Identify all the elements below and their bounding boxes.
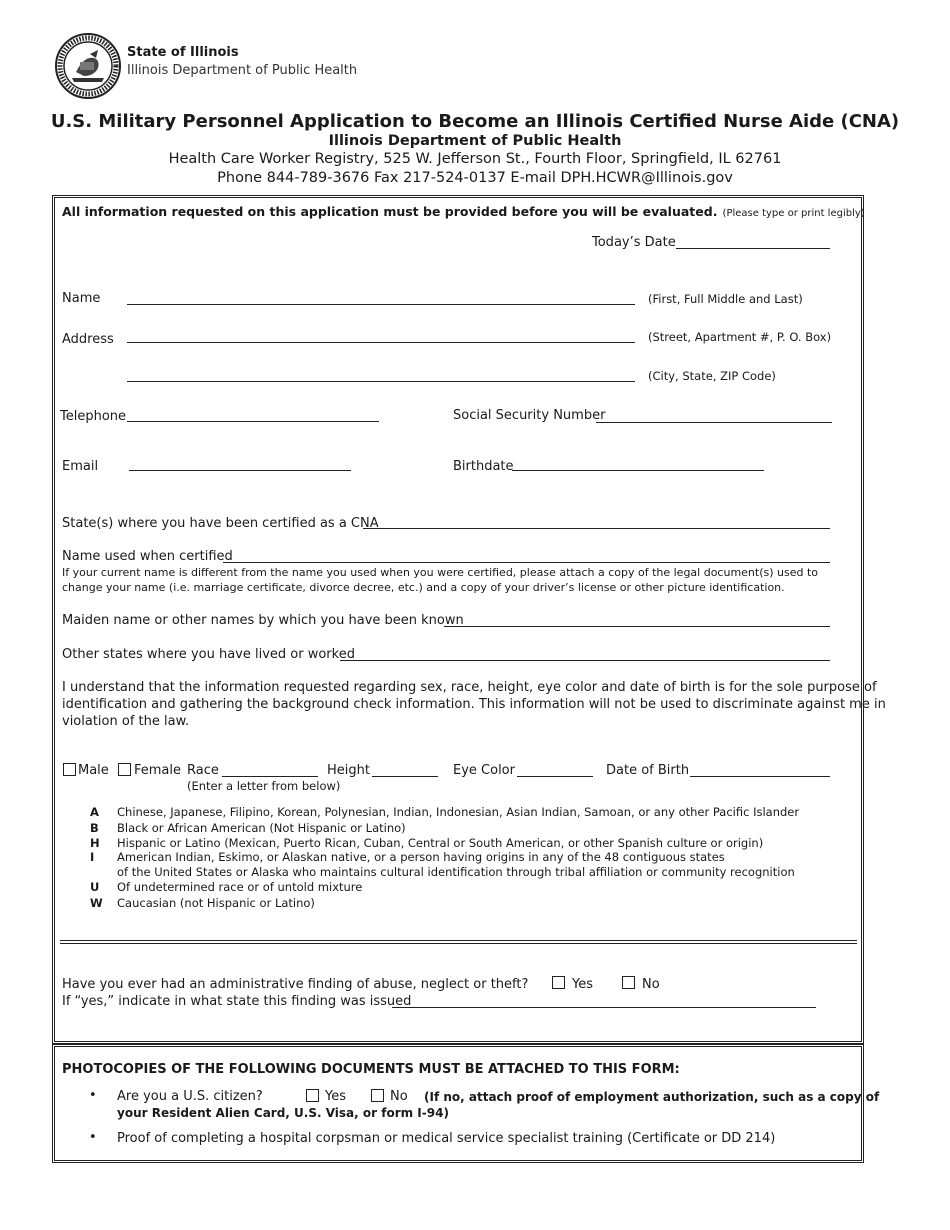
name-change-note-1: If your current name is different from the name you used when you were certified, please attach a copy of the legal document(s) used to <box>62 566 819 579</box>
female-label: Female <box>134 763 182 778</box>
race-code: W <box>90 896 103 910</box>
maiden-name-input[interactable] <box>444 626 830 627</box>
intro-text: All information requested on this application must be provided before you will be evaluated. (Please type or print legibly) <box>62 204 865 219</box>
dob-label: Date of Birth <box>606 763 690 778</box>
state-seal <box>54 32 122 100</box>
citizen-note-1: (If no, attach proof of employment authorization, such as a copy of <box>424 1090 880 1104</box>
ssn-input[interactable] <box>596 422 832 423</box>
abuse-yes-checkbox[interactable] <box>552 976 565 989</box>
other-states-input[interactable] <box>340 660 830 661</box>
abuse-no-checkbox[interactable] <box>622 976 635 989</box>
height-input[interactable] <box>372 776 438 777</box>
name-change-note-2: change your name (i.e. marriage certificate, divorce decree, etc.) and a copy of your driver’s license or other picture identification. <box>62 581 785 594</box>
seal-icon <box>54 32 122 100</box>
statement-line-3: violation of the law. <box>62 714 190 729</box>
states-certified-label: State(s) where you have been certified as a CNA <box>62 516 379 531</box>
race-desc: Hispanic or Latino (Mexican, Puerto Rican, Cuban, Central or South American, or other Spanish culture or origin) <box>117 836 764 850</box>
address-city-hint: (City, State, ZIP Code) <box>648 369 776 383</box>
eye-color-input[interactable] <box>517 776 593 777</box>
address-label: Address <box>62 332 114 347</box>
male-label: Male <box>78 763 109 778</box>
name-label: Name <box>62 291 101 306</box>
citizen-question: Are you a U.S. citizen? <box>117 1089 263 1104</box>
address-street-input[interactable] <box>127 342 635 343</box>
race-desc: Caucasian (not Hispanic or Latino) <box>117 896 315 910</box>
race-desc: Chinese, Japanese, Filipino, Korean, Polynesian, Indian, Indonesian, Asian Indian, Samoan, or any other Pacific Islander <box>117 805 800 819</box>
address-city-input[interactable] <box>127 381 635 382</box>
attachments-heading: PHOTOCOPIES OF THE FOLLOWING DOCUMENTS MUST BE ATTACHED TO THIS FORM: <box>62 1062 680 1077</box>
ssn-label: Social Security Number <box>453 408 606 423</box>
race-code: B <box>90 821 99 835</box>
dob-input[interactable] <box>690 776 830 777</box>
race-code: I <box>90 850 95 864</box>
height-label: Height <box>327 763 370 778</box>
page-subtitle: Illinois Department of Public Health <box>328 133 622 149</box>
citizen-note-2: your Resident Alien Card, U.S. Visa, or form I-94) <box>117 1106 449 1120</box>
citizen-yes-label: Yes <box>325 1089 346 1104</box>
department-name: Illinois Department of Public Health <box>127 63 358 78</box>
race-desc: American Indian, Eskimo, or Alaskan native, or a person having origins in any of the 48 contiguous states <box>117 850 725 864</box>
name-input[interactable] <box>127 304 635 305</box>
eye-color-label: Eye Color <box>453 763 515 778</box>
name-used-input[interactable] <box>223 562 830 563</box>
bullet: • <box>89 1130 97 1145</box>
citizen-no-label: No <box>390 1089 408 1104</box>
todays-date-label: Today’s Date <box>592 235 676 250</box>
email-input[interactable] <box>129 470 351 471</box>
statement-line-2: identification and gathering the background check information. This information will not be used to discriminate against me in <box>62 697 886 712</box>
race-label: Race <box>187 763 219 778</box>
abuse-no-label: No <box>642 977 660 992</box>
citizen-no-checkbox[interactable] <box>371 1089 384 1102</box>
race-code: A <box>90 805 99 819</box>
race-desc: Black or African American (Not Hispanic or Latino) <box>117 821 406 835</box>
telephone-input[interactable] <box>127 421 379 422</box>
registry-address: Health Care Worker Registry, 525 W. Jefferson St., Fourth Floor, Springfield, IL 62761 <box>168 151 782 167</box>
race-desc: Of undetermined race or of untold mixture <box>117 880 363 894</box>
abuse-state-input[interactable] <box>392 1007 816 1008</box>
race-hint: (Enter a letter from below) <box>187 779 341 793</box>
states-certified-input[interactable] <box>363 528 830 529</box>
race-code: U <box>90 880 100 894</box>
abuse-question: Have you ever had an administrative finding of abuse, neglect or theft? <box>62 977 529 992</box>
statement-line-1: I understand that the information requested regarding sex, race, height, eye color and date of birth is for the sole purpose of <box>62 680 877 695</box>
other-states-label: Other states where you have lived or worked <box>62 647 355 662</box>
birthdate-input[interactable] <box>512 470 764 471</box>
race-input[interactable] <box>222 776 318 777</box>
section-divider <box>60 943 857 944</box>
name-used-label: Name used when certified <box>62 549 233 564</box>
bullet: • <box>89 1088 97 1103</box>
citizen-yes-checkbox[interactable] <box>306 1089 319 1102</box>
email-label: Email <box>62 459 99 474</box>
page-title: U.S. Military Personnel Application to Become an Illinois Certified Nurse Aide (CNA) <box>50 111 900 132</box>
abuse-yes-label: Yes <box>572 977 593 992</box>
address-street-hint: (Street, Apartment #, P. O. Box) <box>648 330 832 344</box>
state-name: State of Illinois <box>127 45 239 60</box>
female-checkbox[interactable] <box>118 763 131 776</box>
todays-date-input[interactable] <box>676 248 830 249</box>
contact-info: Phone 844-789-3676 Fax 217-524-0137 E-mail DPH.HCWR@Illinois.gov <box>217 170 733 186</box>
male-checkbox[interactable] <box>63 763 76 776</box>
telephone-label: Telephone <box>60 409 127 424</box>
name-hint: (First, Full Middle and Last) <box>648 292 803 306</box>
abuse-followup-label: If “yes,” indicate in what state this finding was issued <box>62 994 412 1009</box>
training-proof-item: Proof of completing a hospital corpsman or medical service specialist training (Certificate or DD 214) <box>117 1131 776 1146</box>
birthdate-label: Birthdate <box>453 459 514 474</box>
race-desc-continued: of the United States or Alaska who maintains cultural identification through tribal affiliation or community recognition <box>117 865 795 879</box>
maiden-name-label: Maiden name or other names by which you have been known <box>62 613 464 628</box>
section-divider <box>60 940 857 941</box>
race-code: H <box>90 836 100 850</box>
